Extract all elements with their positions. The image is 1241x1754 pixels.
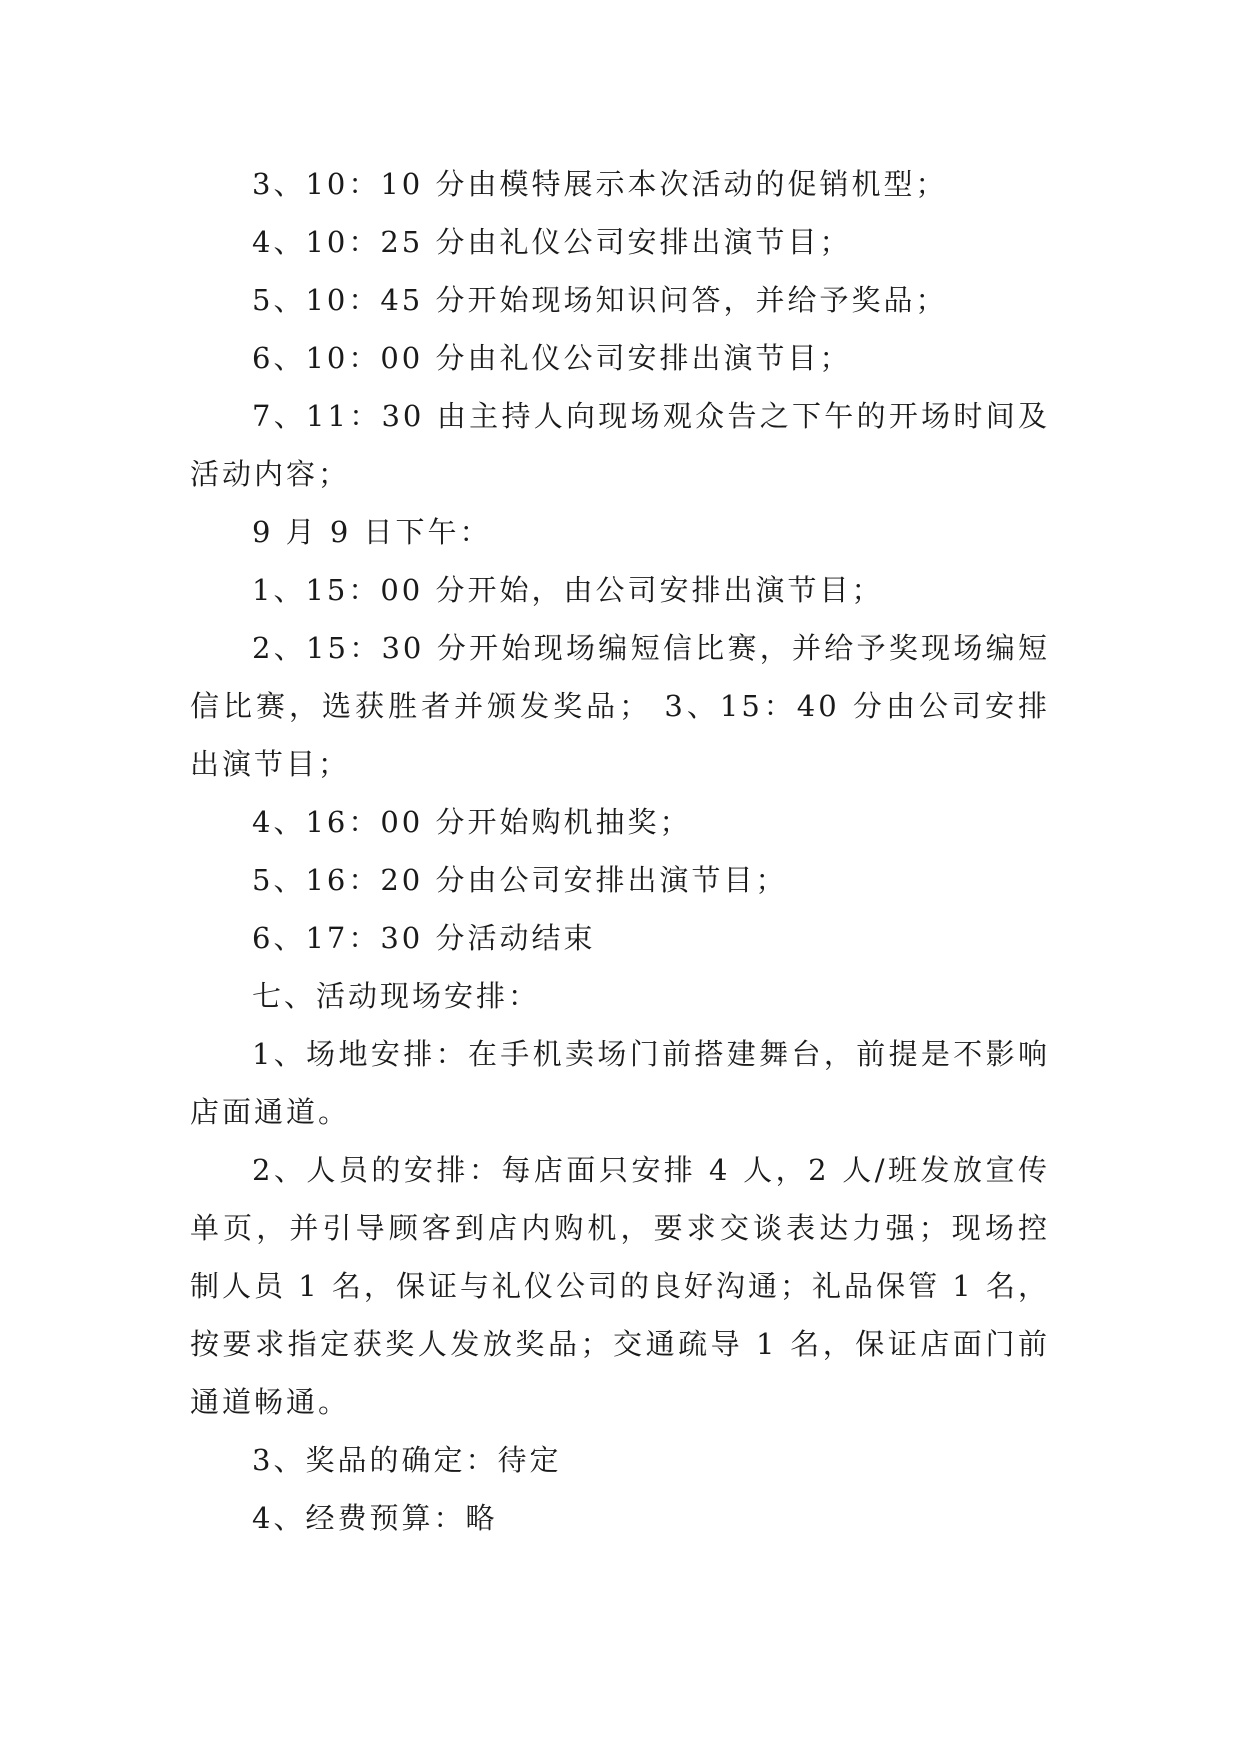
- paragraph-schedule-1620: 5、16：20 分由公司安排出演节目；: [252, 863, 788, 897]
- paragraph-schedule-1045: 5、10：45 分开始现场知识问答，并给予奖品；: [252, 283, 948, 317]
- section-heading-onsite-arrangement: 七、活动现场安排：: [252, 979, 541, 1013]
- paragraph-schedule-1500: 1、15：00 分开始，由公司安排出演节目；: [252, 573, 884, 607]
- paragraph-prize-determination: 3、奖品的确定：待定: [252, 1443, 562, 1477]
- paragraph-schedule-1000: 6、10：00 分由礼仪公司安排出演节目；: [252, 341, 852, 375]
- paragraph-venue-arrangement: 1、场地安排：在手机卖场门前搭建舞台，前提是不影响店面通道。: [190, 1037, 1050, 1129]
- paragraph-schedule-1130: 7、11：30 由主持人向现场观众告之下午的开场时间及活动内容；: [190, 399, 1050, 491]
- paragraph-budget: 4、经费预算：略: [252, 1501, 498, 1535]
- paragraph-staff-arrangement: 2、人员的安排：每店面只安排 4 人，2 人/班发放宣传单页，并引导顾客到店内购机，要求交谈表达力强；现场控制人员 1 名，保证与礼仪公司的良好沟通；礼品保管 1 名，按要求指定获奖人发放奖品；交通疏导 1 名，保证店面门前通道畅通。: [190, 1153, 1050, 1419]
- paragraph-schedule-1010: 3、10：10 分由模特展示本次活动的促销机型；: [252, 167, 948, 201]
- document-body: [190, 155, 1050, 1547]
- paragraph-schedule-1730: 6、17：30 分活动结束: [252, 921, 596, 955]
- section-heading-afternoon: 9 月 9 日下午：: [252, 515, 492, 549]
- paragraph-schedule-1530: 2、15：30 分开始现场编短信比赛，并给予奖现场编短信比赛，选获胜者并颁发奖品； 3、15：40 分由公司安排出演节目；: [190, 631, 1050, 781]
- paragraph-schedule-1025: 4、10：25 分由礼仪公司安排出演节目；: [252, 225, 852, 259]
- paragraph-schedule-1600: 4、16：00 分开始购机抽奖；: [252, 805, 692, 839]
